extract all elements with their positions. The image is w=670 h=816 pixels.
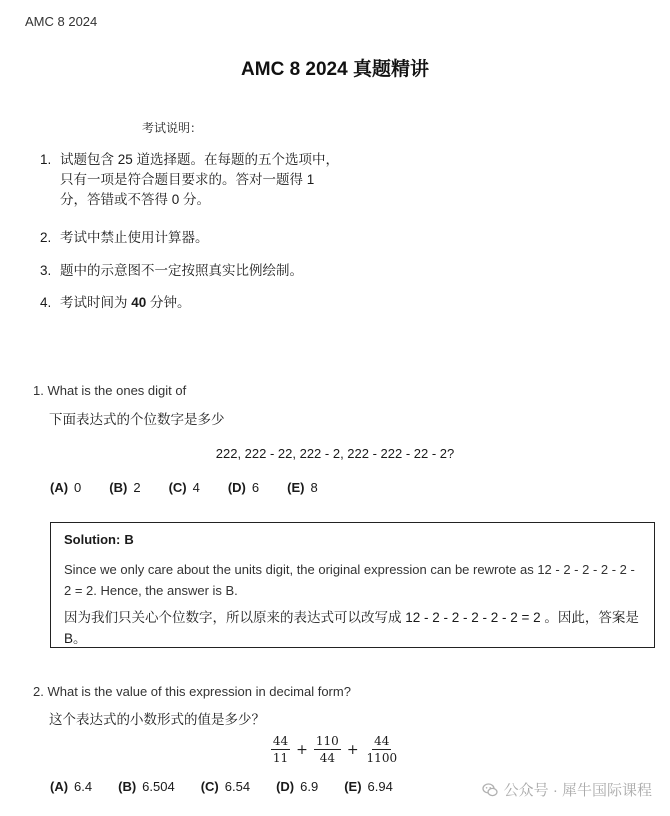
fraction-2 — [314, 734, 341, 765]
choice-value: 6.504 — [142, 779, 175, 794]
numerator: 110 — [315, 734, 339, 748]
choice-a[interactable] — [50, 779, 92, 794]
choice-value: 0 — [74, 480, 82, 495]
choice-value: 4 — [192, 480, 200, 495]
question-2-chinese: 这个表达式的小数形式的值是多少？ — [49, 712, 265, 727]
choice-label: (E) — [287, 480, 305, 495]
choice-a[interactable] — [50, 480, 81, 495]
instruction-text-after: 分钟。 — [146, 295, 191, 310]
question-1-chinese: 下面表达式的个位数字是多少 — [49, 412, 225, 427]
choice-c[interactable] — [201, 779, 250, 794]
choice-d[interactable] — [276, 779, 318, 794]
choice-e[interactable] — [287, 480, 318, 495]
choice-label: (D) — [276, 779, 295, 794]
choice-b[interactable] — [109, 480, 140, 495]
choice-e[interactable] — [344, 779, 393, 794]
choice-b[interactable] — [118, 779, 175, 794]
instruction-text-before: 考试时间为 — [60, 295, 132, 310]
instruction-text: 考试中禁止使用计算器。 — [60, 230, 209, 245]
denominator: 44 — [319, 751, 335, 765]
question-2-english — [33, 684, 351, 699]
instruction-item-4 — [40, 293, 340, 313]
instruction-text — [60, 293, 340, 313]
choice-value: 6.94 — [367, 779, 393, 794]
plus-sign: + — [296, 741, 308, 758]
instruction-item-1 — [40, 150, 340, 210]
instructions-heading: 考试说明： — [142, 121, 203, 135]
numerator: 44 — [272, 734, 289, 748]
instruction-number: 2. — [40, 230, 52, 245]
instruction-time-value: 40 — [131, 295, 147, 310]
question-2-expression — [0, 734, 670, 765]
instruction-number: 3. — [40, 263, 52, 278]
choice-value: 8 — [310, 480, 318, 495]
solution-title — [64, 532, 134, 547]
watermark — [482, 779, 652, 800]
question-1-english — [33, 383, 186, 398]
instruction-text: 试题包含 25 道选择题。在每题的五个选项中，只有一项是符合题目要求的。答对一题得 1 分，答错或不答得 0 分。 — [60, 152, 340, 207]
instruction-item-2 — [40, 228, 340, 248]
denominator: 1100 — [366, 751, 398, 765]
solution-label: Solution: — [64, 532, 121, 547]
watermark-text: 公众号 · 犀牛国际课程 — [503, 782, 652, 799]
choice-label: (A) — [50, 779, 69, 794]
fraction-1 — [271, 734, 290, 765]
question-number: 1. — [33, 383, 44, 398]
choice-label: (D) — [227, 480, 246, 495]
solution-chinese: 因为我们只关心个位数字，所以原来的表达式可以改写成 12 - 2 - 2 - 2 - 2 - 2 = 2 。因此，答案是 B。 — [64, 610, 639, 646]
choice-label: (C) — [168, 480, 187, 495]
instruction-text: 题中的示意图不一定按照真实比例绘制。 — [60, 263, 303, 278]
plus-sign: + — [346, 741, 359, 758]
choice-value: 6.4 — [74, 779, 93, 794]
choice-value: 2 — [133, 480, 141, 495]
choice-value: 6.54 — [224, 779, 251, 794]
solution-answer: B — [124, 532, 134, 547]
question-1-expression: 222, 222 - 22, 222 - 2, 222 - 222 - 22 - 2? — [215, 446, 455, 461]
solution-box — [50, 522, 655, 648]
denominator: 11 — [272, 751, 289, 765]
fraction-3 — [365, 734, 400, 765]
instruction-number: 4. — [40, 295, 52, 310]
wechat-icon — [482, 782, 498, 798]
choice-value: 6 — [251, 480, 260, 495]
solution-english: Since we only care about the units digit, the original expression can be rewrote as 12 - 2 - 2 - 2 - 2 - 2 = 2. Hence, the answer is B. — [64, 562, 635, 598]
choice-label: (B) — [109, 480, 128, 495]
choice-label: (A) — [50, 480, 69, 495]
numerator: 44 — [374, 734, 390, 748]
choice-d[interactable] — [228, 480, 259, 495]
choice-c[interactable] — [169, 480, 200, 495]
choice-value: 6.9 — [300, 779, 319, 794]
question-number: 2. — [33, 684, 44, 699]
page-title: AMC 8 2024 真题精讲 — [241, 59, 429, 80]
question-2-choices — [50, 779, 419, 794]
instruction-item-3 — [40, 261, 340, 281]
choice-label: (C) — [200, 779, 219, 794]
running-header: AMC 8 2024 — [25, 14, 98, 29]
choice-label: (B) — [118, 779, 137, 794]
question-text: What is the ones digit of — [47, 383, 187, 398]
instruction-number: 1. — [40, 152, 52, 167]
question-1-choices — [50, 480, 346, 495]
question-text: What is the value of this expression in decimal form? — [47, 684, 351, 699]
choice-label: (E) — [344, 779, 362, 794]
